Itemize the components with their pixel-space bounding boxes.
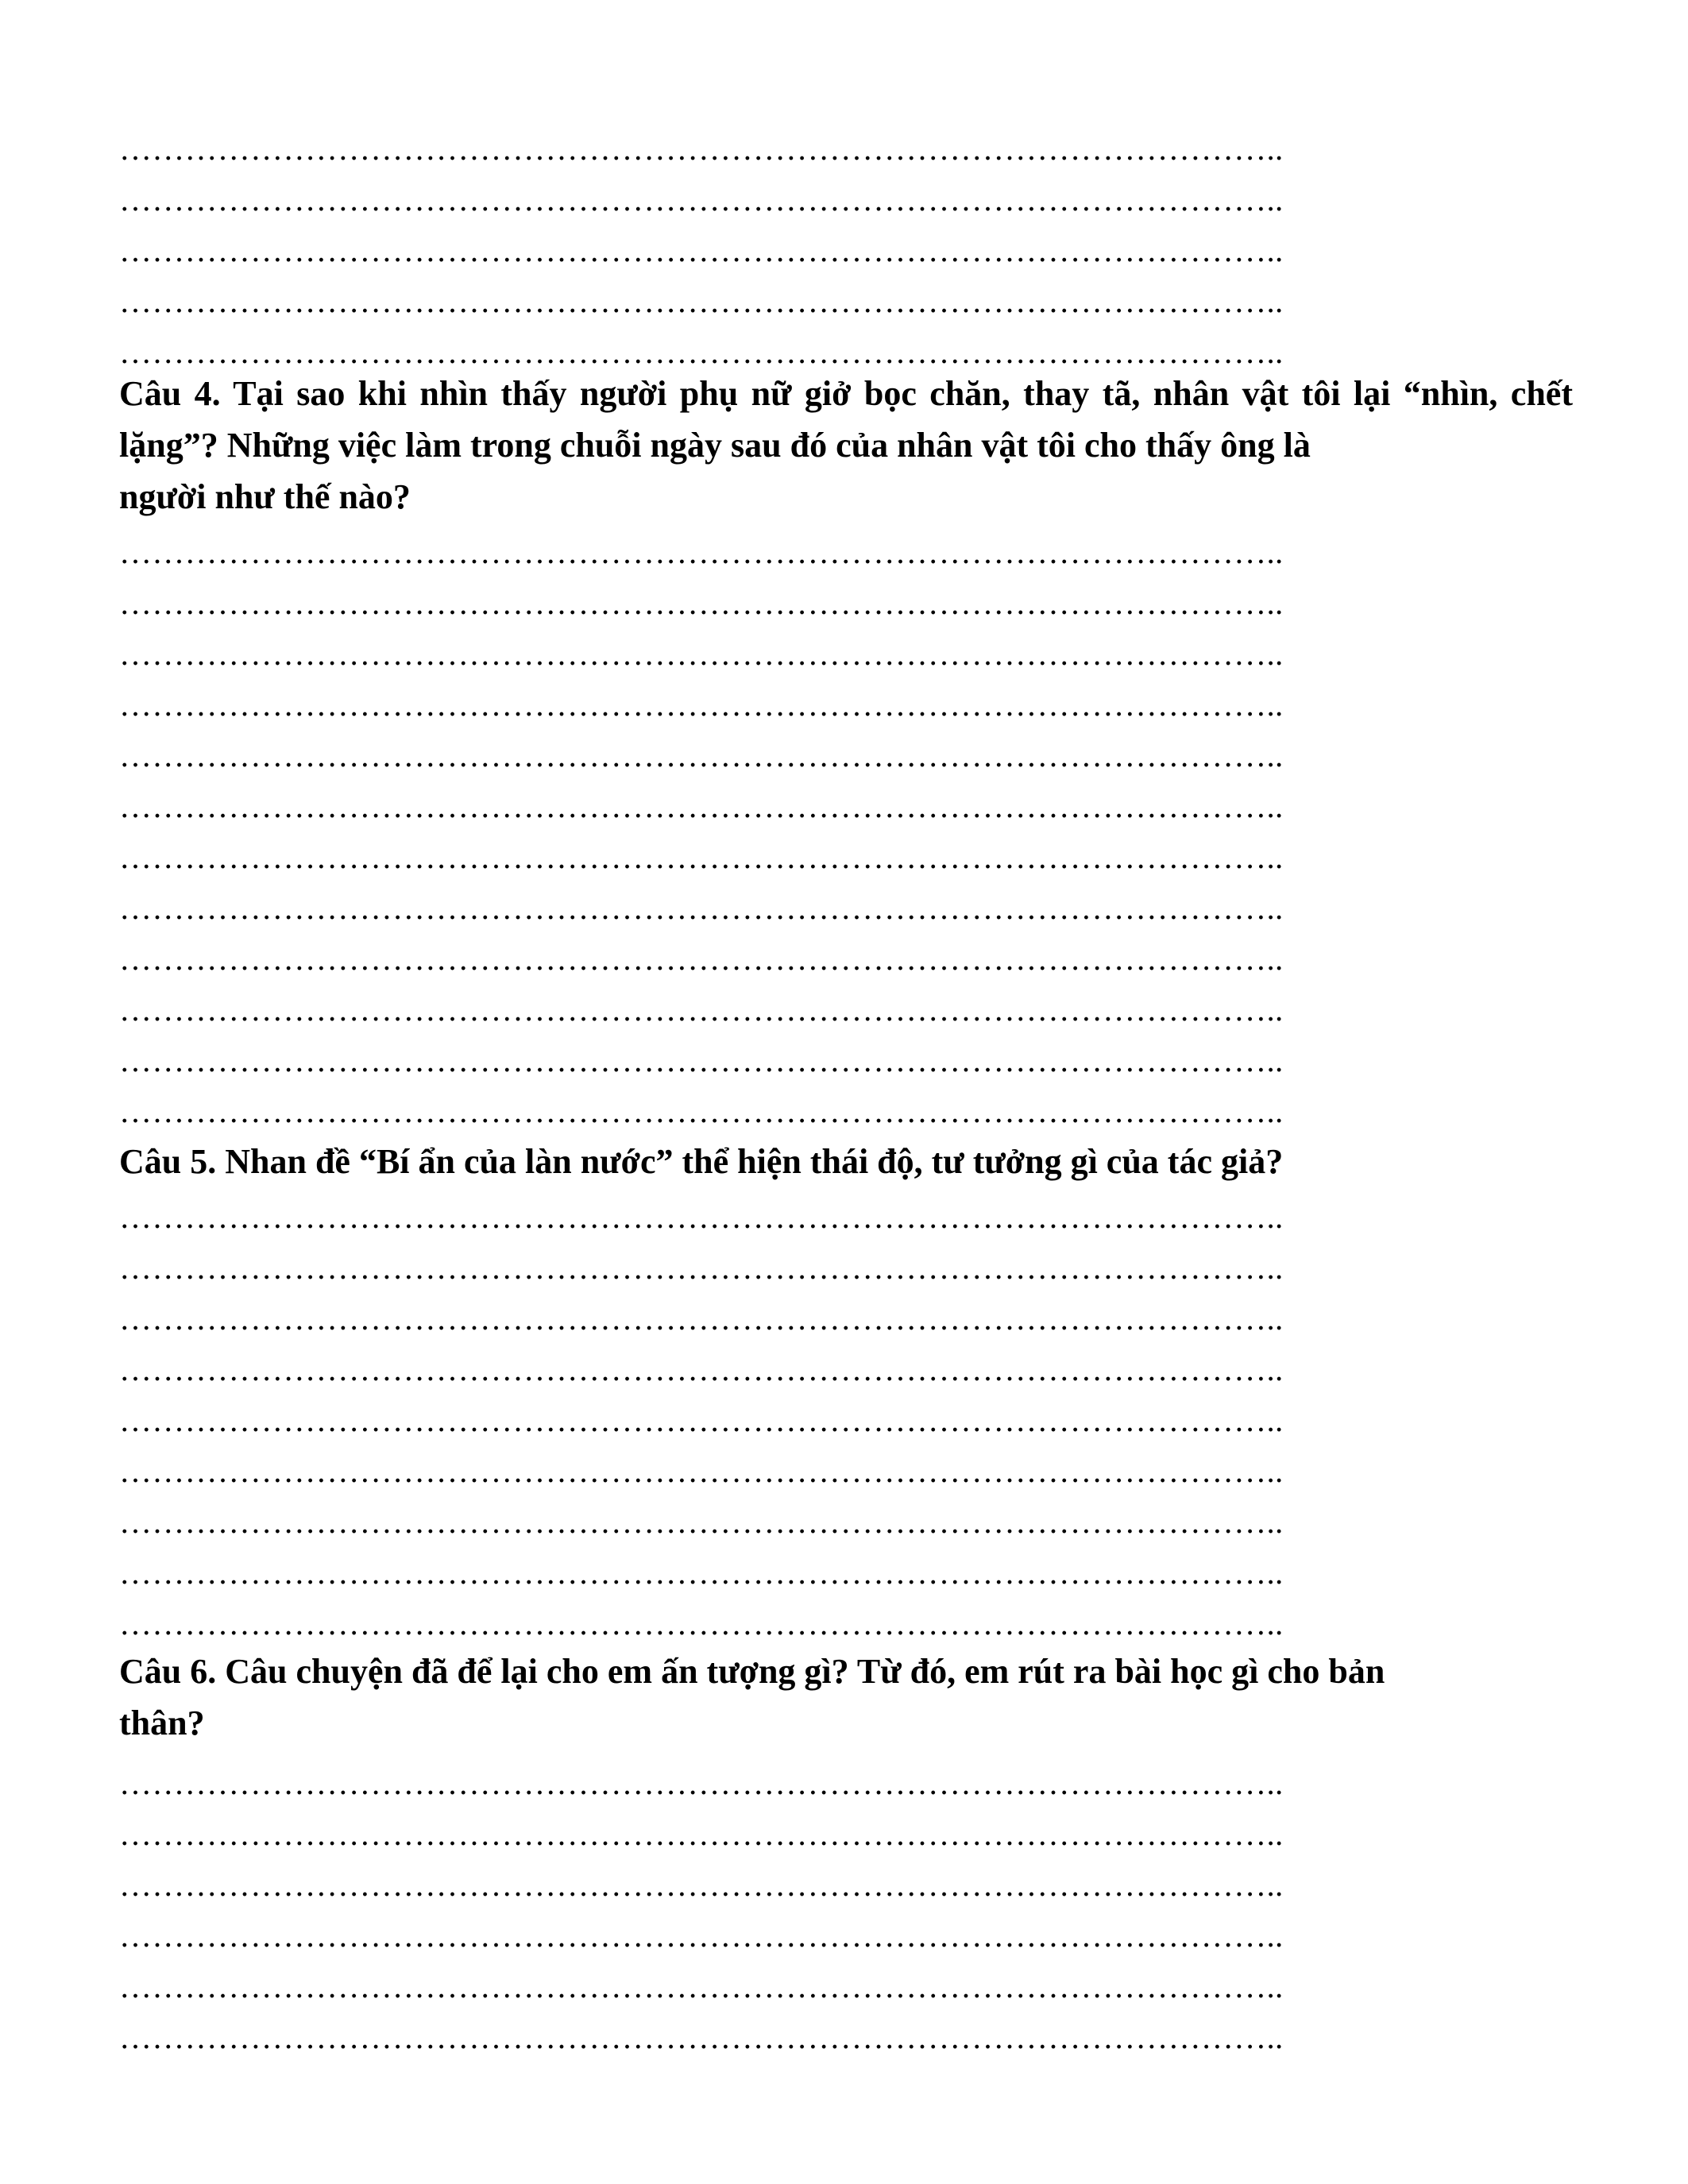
answer-line[interactable]: …………………………………………………………………………………………….. xyxy=(119,1300,1284,1337)
answer-line[interactable]: …………………………………………………………………………………………….. xyxy=(119,839,1284,875)
answer-line[interactable]: …………………………………………………………………………………………….. xyxy=(119,2019,1284,2055)
answer-line[interactable]: …………………………………………………………………………………………….. xyxy=(119,534,1284,570)
answer-line[interactable]: …………………………………………………………………………………………….. xyxy=(119,1249,1284,1286)
answer-line[interactable]: …………………………………………………………………………………………….. xyxy=(119,1042,1284,1078)
answer-line[interactable]: …………………………………………………………………………………………….. xyxy=(119,1605,1284,1642)
question-6 xyxy=(119,1646,1573,1753)
answer-line[interactable]: …………………………………………………………………………………………….. xyxy=(119,788,1284,824)
answer-line[interactable]: …………………………………………………………………………………………….. xyxy=(119,1351,1284,1387)
answer-line[interactable]: …………………………………………………………………………………………….. xyxy=(119,1503,1284,1540)
answer-line[interactable]: …………………………………………………………………………………………….. xyxy=(119,1968,1284,2005)
answer-line[interactable]: …………………………………………………………………………………………….. xyxy=(119,1765,1284,1801)
question-5-text: Câu 5. Nhan đề “Bí ẩn của làn nước” thể hiện thái độ, tư tưởng gì của tác giả? xyxy=(119,1142,1284,1181)
answer-line[interactable]: …………………………………………………………………………………………….. xyxy=(119,1815,1284,1852)
question-4 xyxy=(119,368,1573,527)
answer-line[interactable]: …………………………………………………………………………………………….. xyxy=(119,1866,1284,1903)
answer-line[interactable]: …………………………………………………………………………………………….. xyxy=(119,940,1284,977)
answer-line[interactable]: …………………………………………………………………………………………….. xyxy=(119,737,1284,774)
question-5 xyxy=(119,1136,1573,1191)
answer-line[interactable]: …………………………………………………………………………………………….. xyxy=(119,889,1284,926)
question-4-text-end: người như thế nào? xyxy=(119,477,411,516)
answer-line[interactable]: …………………………………………………………………………………………….. xyxy=(119,334,1284,370)
answer-line[interactable]: …………………………………………………………………………………………….. xyxy=(119,1453,1284,1489)
answer-line[interactable]: …………………………………………………………………………………………….. xyxy=(119,283,1284,319)
answer-line[interactable]: …………………………………………………………………………………………….. xyxy=(119,585,1284,621)
answer-line[interactable]: …………………………………………………………………………………………….. xyxy=(119,1198,1284,1235)
answer-line[interactable]: …………………………………………………………………………………………….. xyxy=(119,1402,1284,1438)
answer-line[interactable]: …………………………………………………………………………………………….. xyxy=(119,1917,1284,1954)
question-6-text-end: thân? xyxy=(119,1704,205,1742)
question-4-text: Câu 4. Tại sao khi nhìn thấy người phụ nữ giở bọc chăn, thay tã, nhân vật tôi lại “nhìn, chết lặng”? Những việc làm trong chuỗi ngày sau đó của nhân vật tôi cho thấy ông là xyxy=(119,374,1573,465)
answer-line[interactable]: …………………………………………………………………………………………….. xyxy=(119,130,1284,167)
answer-line[interactable]: …………………………………………………………………………………………….. xyxy=(119,1554,1284,1591)
question-6-text: Câu 6. Câu chuyện đã để lại cho em ấn tượng gì? Từ đó, em rút ra bài học gì cho bản xyxy=(119,1652,1385,1691)
answer-line[interactable]: …………………………………………………………………………………………….. xyxy=(119,1093,1284,1129)
answer-line[interactable]: …………………………………………………………………………………………….. xyxy=(119,232,1284,268)
answer-line[interactable]: …………………………………………………………………………………………….. xyxy=(119,181,1284,218)
answer-line[interactable]: …………………………………………………………………………………………….. xyxy=(119,991,1284,1028)
answer-line[interactable]: …………………………………………………………………………………………….. xyxy=(119,635,1284,672)
answer-line[interactable]: …………………………………………………………………………………………….. xyxy=(119,686,1284,723)
